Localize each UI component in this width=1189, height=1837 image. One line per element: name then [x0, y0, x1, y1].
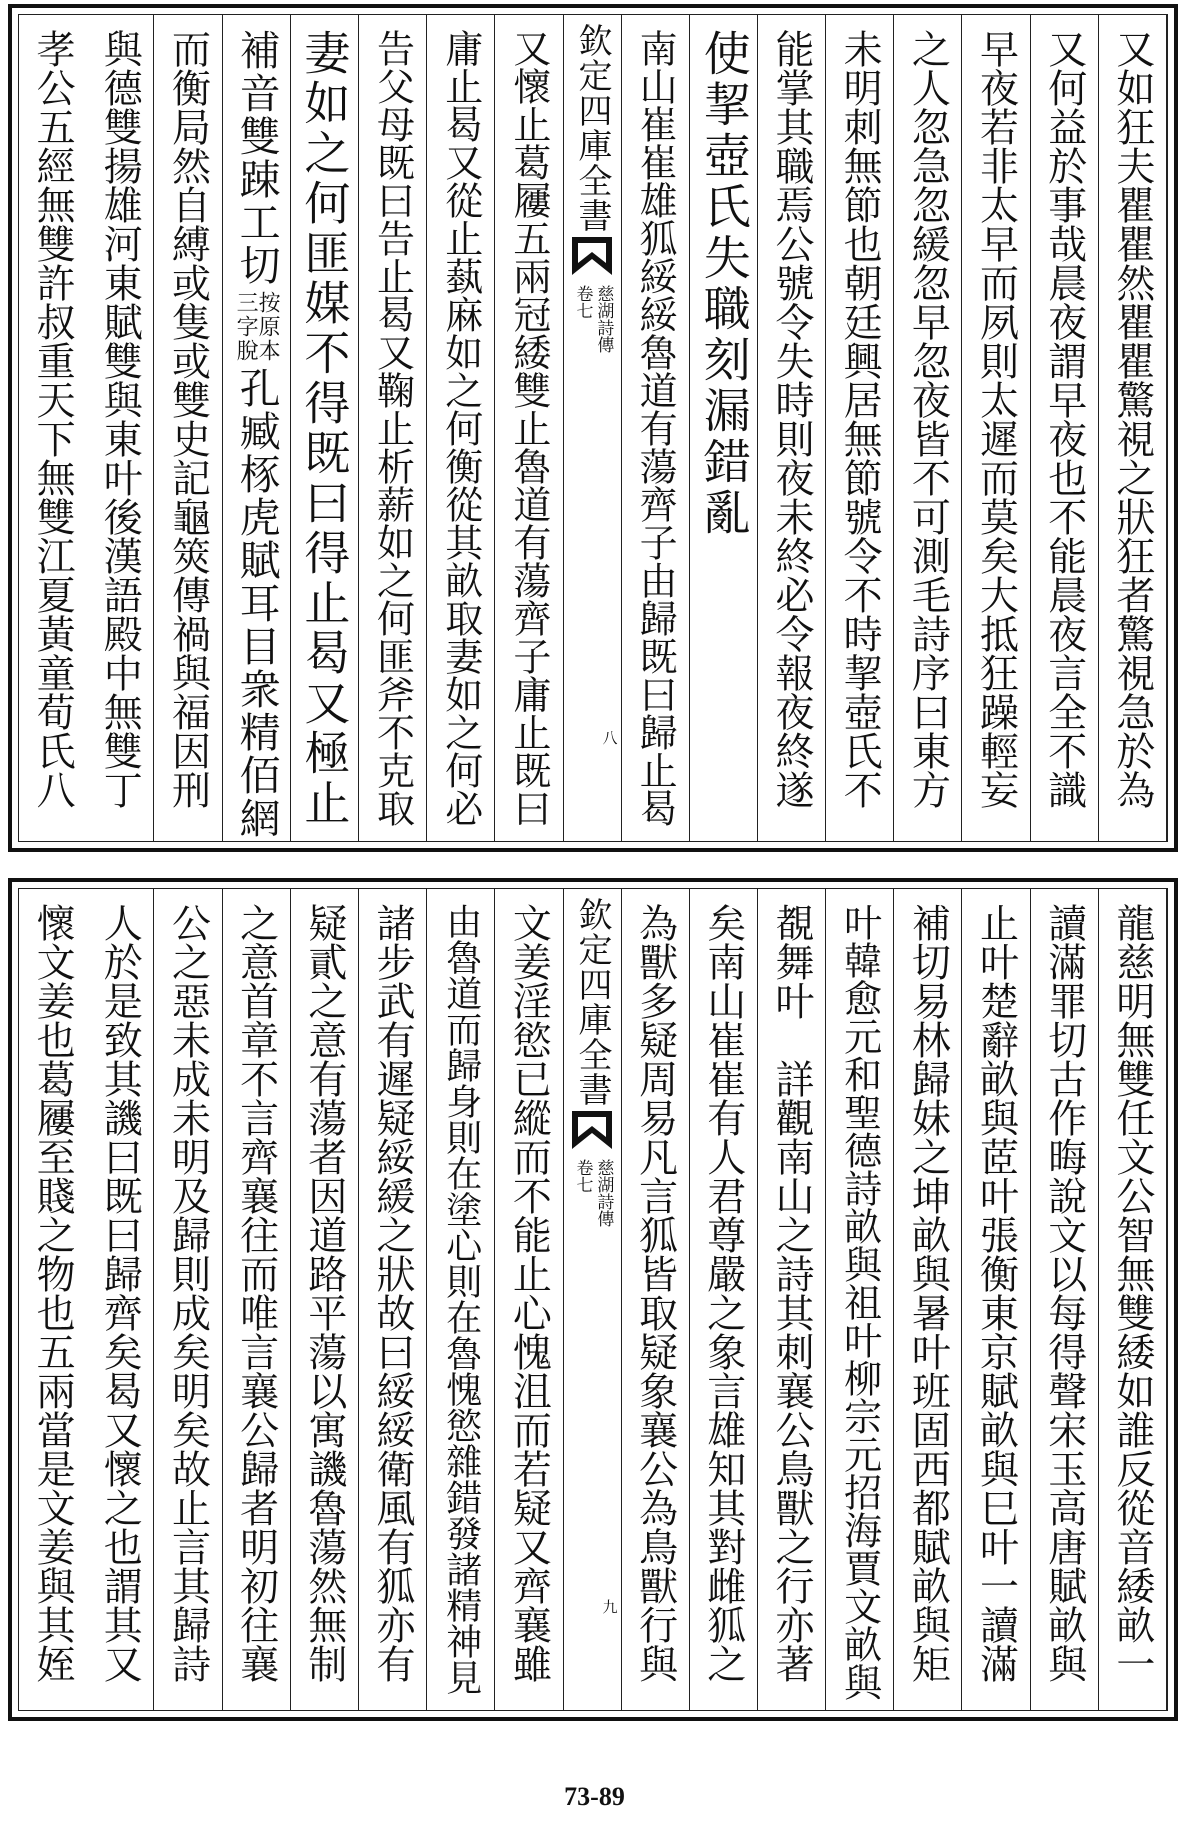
center-fold: [564, 889, 622, 1710]
bottom-page: [8, 878, 1178, 1721]
folio-number: 九: [600, 1599, 619, 1614]
text-column: 公之惡未成未明及歸則成矣明矣故止言其歸詩: [154, 889, 222, 1710]
column-text: 補音雙踈工切: [232, 29, 281, 287]
volume-label: 卷七: [572, 285, 593, 319]
text-column: 早夜若非太早而夙則太遲而莫矣大抵狂躁輕妄: [962, 15, 1030, 841]
book-subtitle: 慈湖詩傳: [593, 285, 614, 353]
text-column: 由魯道而歸身則在塗心則在魯愧慾雜錯發諸精神見: [427, 889, 495, 1710]
note-line: 按原本: [255, 291, 281, 363]
text-column: 之人忽急忽緩忽早忽夜皆不可測毛詩序曰東方: [894, 15, 962, 841]
text-column: 又如狂夫瞿瞿然瞿瞿驚視之狀狂者驚視急於為: [1099, 15, 1167, 841]
folio-number: 八: [600, 730, 619, 745]
text-column: 文姜淫慾已縱而不能止心愧沮而若疑又齊襄雖: [495, 889, 563, 1710]
text-column: 補切易林歸妹之坤畝與暑叶班固西都賦畝與矩: [894, 889, 962, 1710]
text-column: 未明刺無節也朝廷興居無節號令不時挈壺氏不: [826, 15, 894, 841]
note-line: 三字脫: [233, 291, 259, 363]
top-page-text-frame: [18, 14, 1168, 842]
interlinear-note: [233, 291, 281, 363]
text-column: 叶韓愈元和聖德詩畝與祖叶柳宗元招海賈文畝與: [826, 889, 894, 1710]
book-subtitle: 慈湖詩傳: [593, 1159, 614, 1227]
text-column: 矣南山崔崔有人君尊嚴之象言雄知其對雌狐之: [690, 889, 758, 1710]
text-column: 能掌其職焉公號令失時則夜未終必令報夜終遂: [758, 15, 826, 841]
volume-subtitle: [573, 285, 612, 353]
text-column: 而衡局然自縛或隻或雙史記龜筴傳禍與福因刑: [154, 15, 222, 841]
text-column: 孝公五經無雙許叔重天下無雙江夏黃童荀氏八: [30, 29, 76, 809]
text-column: 疑貳之意有蕩者因道路平蕩以寓譏魯蕩然無制: [291, 889, 359, 1710]
text-column: 人於是致其譏曰既曰歸齊矣曷又懷之也謂其又: [86, 889, 154, 1710]
book-title: 欽定四庫全書: [572, 897, 612, 1107]
volume-label: 卷七: [572, 1159, 593, 1193]
text-column-with-note: [223, 15, 291, 841]
text-column: 諸步武有遲疑綏緩之狀故曰綏綏衛風有狐亦有: [359, 889, 427, 1710]
text-column: 妻如之何匪媒不得既曰得止曷又極止: [291, 15, 359, 841]
fish-tail-mark-icon: [572, 1111, 612, 1149]
text-column: 龍慈明無雙任文公智無雙緌如誰反從音緌畝一: [1099, 889, 1167, 1710]
fish-tail-mark-icon: [572, 237, 612, 275]
text-column: 告父母既曰告止曷又鞠止析薪如之何匪斧不克取: [359, 15, 427, 841]
column-text: 孔臧㭬虎賦耳目衆精佰網: [232, 367, 281, 840]
page-number: 73-89: [564, 1782, 625, 1811]
text-column: 止叶楚辭畝與茝叶張衡東京賦畝與巳叶一讀滿: [962, 889, 1030, 1710]
text-column: 為獸多疑周易凡言狐皆取疑象襄公為鳥獸行與: [622, 889, 690, 1710]
text-column: 又懷止葛屨五兩冠緌雙止魯道有蕩齊子庸止既曰: [495, 15, 563, 841]
volume-subtitle: [573, 1159, 612, 1227]
text-column: 使挈壺氏失職刻漏錯亂: [690, 15, 758, 841]
bottom-page-text-frame: [18, 888, 1168, 1711]
text-column: 與德雙揚雄河東賦雙與東叶後漢語殿中無雙丁: [86, 15, 154, 841]
text-column: 懷文姜也葛屨至賤之物也五兩當是文姜與其姪: [30, 903, 76, 1683]
text-column: 之意首章不言齊襄往而唯言襄公歸者明初往襄: [223, 889, 291, 1710]
text-column: 南山崔崔雄狐綏綏魯道有蕩齊子由歸既曰歸止曷: [622, 15, 690, 841]
top-page: [8, 4, 1178, 852]
text-column: 庸止曷又從止蓺麻如之何衡從其畝取妻如之何必: [427, 15, 495, 841]
text-column: 又何益於事哉晨夜謂早夜也不能晨夜言全不識: [1031, 15, 1099, 841]
book-title: 欽定四庫全書: [572, 23, 612, 233]
text-column: 覩舞叶 詳觀南山之詩其刺襄公鳥獸之行亦著: [758, 889, 826, 1710]
text-column: 讀滿罪切古作晦說文以每得聲宋玉高唐賦畝與: [1031, 889, 1099, 1710]
center-fold: [564, 15, 622, 841]
